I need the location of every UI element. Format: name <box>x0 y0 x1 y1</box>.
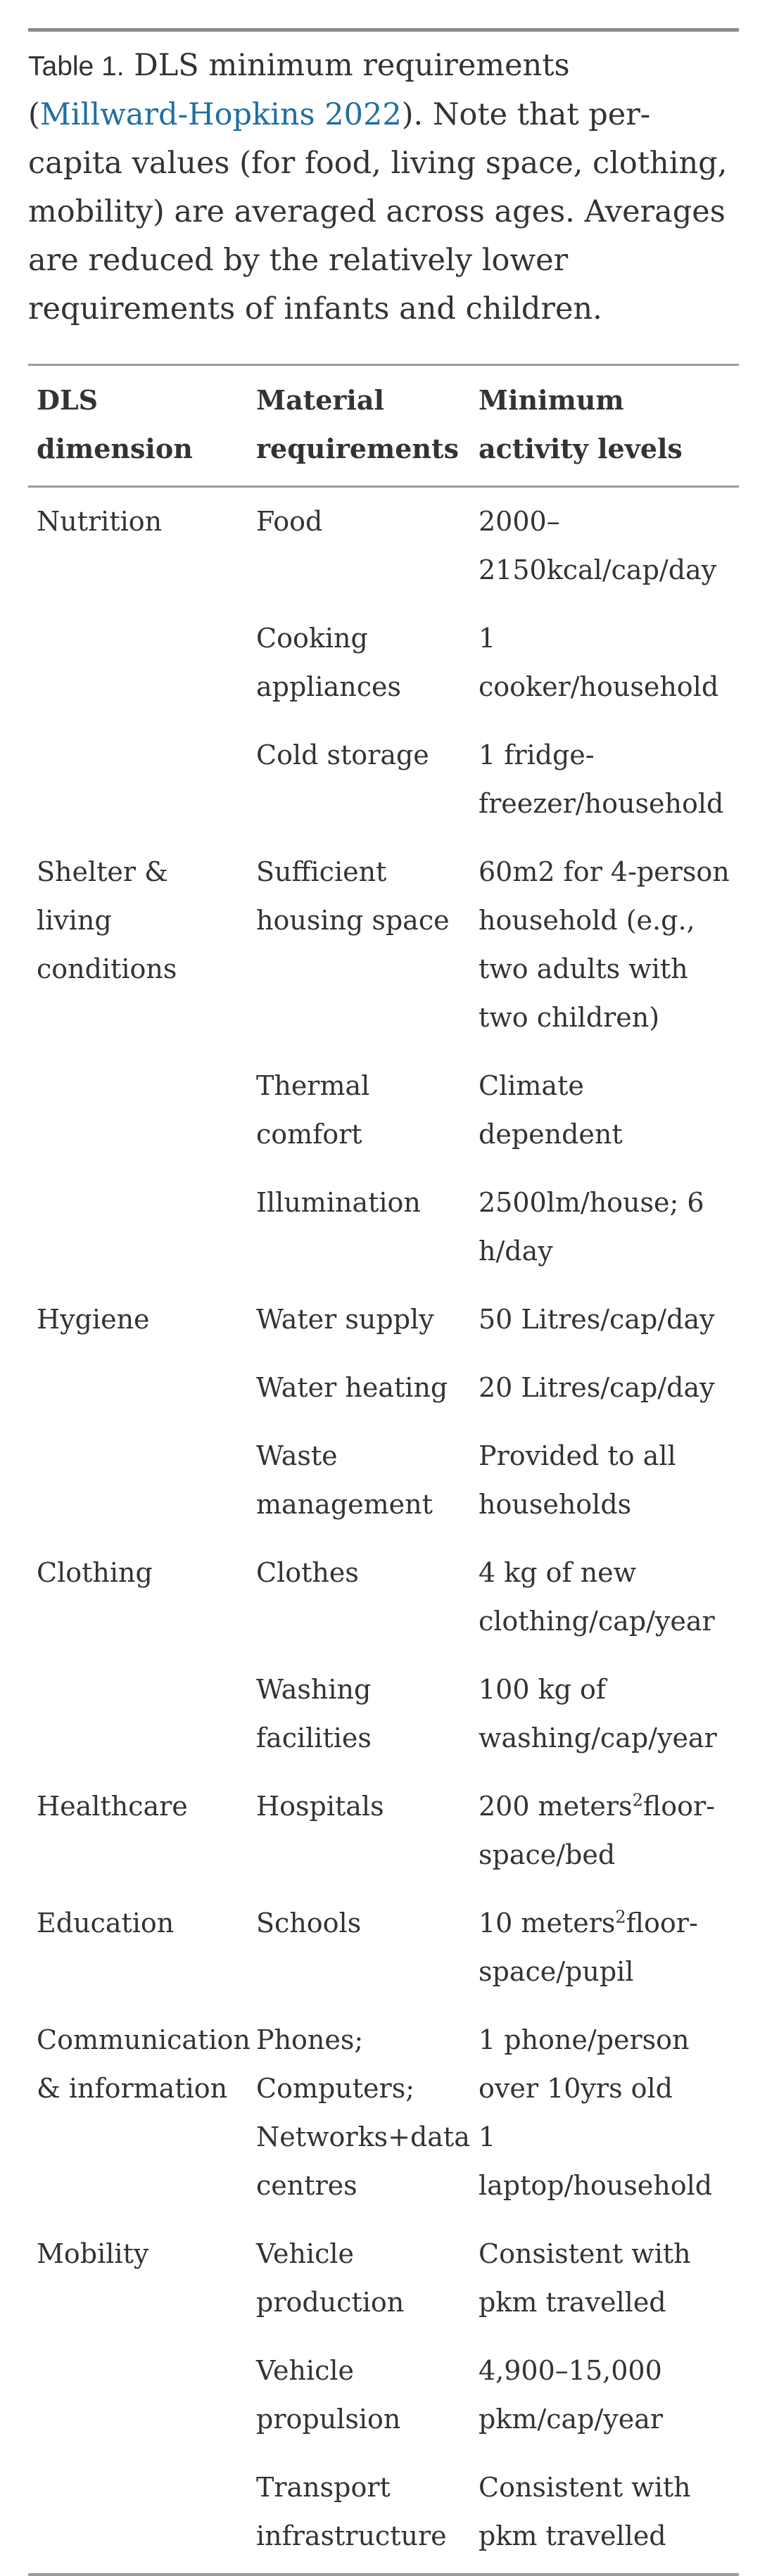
cell-material: Vehicle production <box>256 2238 405 2318</box>
header-minimum-activity-levels: Minimum activity levels <box>479 384 683 464</box>
cell-dimension <box>28 1357 248 1425</box>
cell-material: Thermal comfort <box>256 1070 370 1150</box>
table-row <box>28 1775 739 1892</box>
cell-material: Vehicle propulsion <box>256 2355 401 2435</box>
cell-level: 60m2 for 4-person household (e.g., two adults with two children) <box>479 856 730 1033</box>
cell-level: 2500lm/house; 6 h/day <box>479 1187 704 1267</box>
cell-material: Sufficient housing space <box>256 856 450 936</box>
table-row <box>28 1892 739 2009</box>
cell-material: Cold storage <box>256 740 429 770</box>
cell-dimension: Clothing <box>37 1557 153 1588</box>
level-unit: floor-space/bed <box>479 1791 715 1870</box>
table-row <box>28 1357 739 1425</box>
cell-dimension: Communication & information <box>37 2024 251 2104</box>
cell-material: Washing facilities <box>256 1674 372 1753</box>
cell-level: 100 kg of washing/cap/year <box>479 1674 717 1753</box>
level-unit: floor-space/pupil <box>479 1908 698 1987</box>
table-row <box>28 2456 739 2575</box>
table-row <box>28 1288 739 1357</box>
material-line: Phones; <box>256 2024 364 2055</box>
cell-level: 2000–2150kcal/cap/day <box>479 506 717 585</box>
table-caption <box>28 42 739 334</box>
table-row <box>28 1542 739 1658</box>
citation-link[interactable]: Millward-Hopkins 2022 <box>39 97 402 132</box>
top-rule <box>28 28 739 32</box>
superscript-exponent: 2 <box>632 1790 643 1810</box>
cell-material: Hospitals <box>256 1791 384 1822</box>
caption-text-end: ). Note that per-capita values (for food, living space, clothing, mobility) are averaged across ages. Averages are reduced by the relatively lower requirements of infants and children. <box>28 97 728 326</box>
cell-material: Transport infrastructure <box>256 2472 447 2551</box>
cell-material: Cooking appliances <box>256 623 402 702</box>
cell-dimension <box>28 724 248 841</box>
dls-requirements-table <box>28 364 739 2576</box>
cell-material: Food <box>256 506 323 537</box>
cell-level: 4,900–15,000 pkm/cap/year <box>479 2355 664 2435</box>
cell-material: Water heating <box>256 1372 448 1403</box>
cell-dimension <box>28 607 248 724</box>
cell-level: 4 kg of new clothing/cap/year <box>479 1557 715 1637</box>
material-line: Computers; <box>256 2073 415 2104</box>
cell-level: 50 Litres/cap/day <box>479 1304 715 1335</box>
table-row <box>28 1658 739 1775</box>
cell-dimension: Nutrition <box>37 506 163 537</box>
cell-dimension <box>28 1658 248 1775</box>
header-dls-dimension: DLS dimension <box>37 384 193 464</box>
level-line: 1 laptop/household <box>479 2121 713 2201</box>
cell-material: Schools <box>256 1908 362 1939</box>
cell-dimension <box>28 2340 248 2456</box>
material-line: Networks+data centres <box>256 2121 470 2201</box>
cell-level: Provided to all households <box>479 1440 676 1520</box>
cell-material: Clothes <box>256 1557 359 1588</box>
cell-material: Waste management <box>256 1440 433 1520</box>
cell-level: Consistent with pkm travelled <box>479 2472 691 2551</box>
level-value: 10 meters <box>479 1908 616 1939</box>
caption-label: Table 1. <box>28 51 125 82</box>
table-row <box>28 487 739 608</box>
cell-dimension: Education <box>37 1908 175 1939</box>
cell-level: 1 fridge-freezer/household <box>479 740 724 819</box>
level-value: 200 meters <box>479 1791 633 1822</box>
table-row <box>28 1425 739 1542</box>
table-row <box>28 1055 739 1172</box>
cell-material: Water supply <box>256 1304 434 1335</box>
header-material-requirements: Material requirements <box>256 384 459 464</box>
cell-material <box>248 2009 470 2223</box>
table-row <box>28 2340 739 2456</box>
cell-level <box>470 2009 739 2223</box>
table-row <box>28 1172 739 1288</box>
caption-text-start: DLS minimum requirements ( <box>28 48 570 132</box>
cell-dimension: Hygiene <box>37 1304 150 1335</box>
cell-dimension: Mobility <box>37 2238 149 2269</box>
cell-level: 20 Litres/cap/day <box>479 1372 715 1403</box>
cell-level <box>470 1892 739 2009</box>
table-row <box>28 841 739 1055</box>
cell-level: Consistent with pkm travelled <box>479 2238 691 2318</box>
cell-dimension <box>28 2456 248 2575</box>
superscript-exponent: 2 <box>615 1907 626 1927</box>
cell-dimension: Shelter & living conditions <box>37 856 177 984</box>
cell-level: Climate dependent <box>479 1070 623 1150</box>
cell-level <box>470 1775 739 1892</box>
cell-dimension: Healthcare <box>37 1791 188 1822</box>
table-row <box>28 2223 739 2340</box>
table-row <box>28 2009 739 2223</box>
level-line: 1 phone/person over 10yrs old <box>479 2024 690 2104</box>
cell-dimension <box>28 1172 248 1288</box>
cell-dimension <box>28 1055 248 1172</box>
table-figure <box>28 0 739 2576</box>
cell-dimension <box>28 1425 248 1542</box>
table-row <box>28 607 739 724</box>
table-header-row <box>28 365 739 487</box>
table-row <box>28 724 739 841</box>
cell-level: 1 cooker/household <box>479 623 719 702</box>
cell-material: Illumination <box>256 1187 421 1218</box>
